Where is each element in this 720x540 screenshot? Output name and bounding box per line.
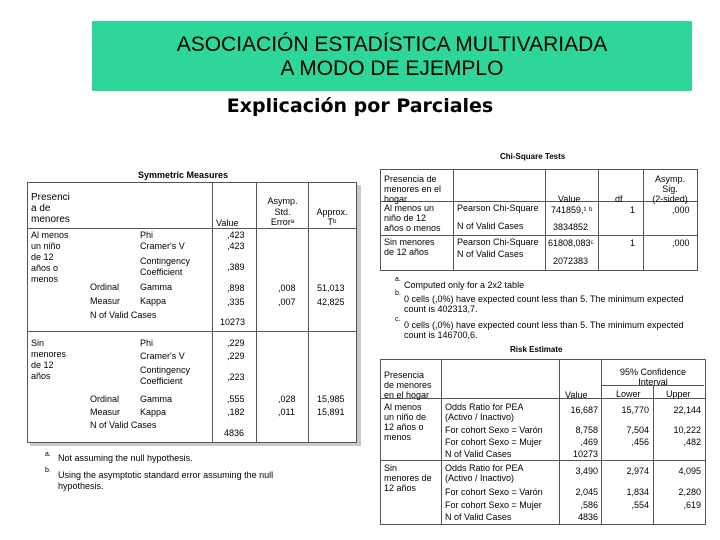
slide-subtitle: Explicación por Parciales [226,95,494,117]
row-label-contingency: Contingency [140,365,191,375]
group-label-line: Sin menores [384,237,435,247]
group-label-line: de 12 [31,252,54,262]
cell-value: ,898 [227,283,245,293]
group-label-line: 12 años [384,483,417,493]
group-label-line: Al menos un [384,203,435,213]
group-label-line: 12 años o [384,422,424,432]
row-label-phi: Phi [140,338,154,348]
col-divider [212,182,213,442]
group-label-line: menos [384,432,412,442]
row-label-measur: Measur [90,407,121,417]
row-divider [380,460,705,461]
chi-square-title: Chi-Square Tests [500,152,566,161]
header-sig: (2-sided) [652,194,688,204]
row-label-n-valid: N of Valid Cases [457,249,524,259]
row-label-odds: (Activo / Inactivo) [445,473,515,483]
row-label-kappa: Kappa [140,296,167,306]
group-label-line: menos [31,274,59,284]
col-divider [545,169,546,270]
footnote-text: 0 cells (,0%) have expected count less than 5. The minimum expected [404,294,684,304]
cell-value: 8,758 [575,425,598,435]
cell-value: 1,834 [626,487,649,497]
cell-value: ,011 [278,407,295,417]
row-label-pearson: Pearson Chi-Square [457,203,539,213]
footnote-text: count is 146700,6. [404,330,478,340]
risk-estimate-title: Risk Estimate [510,345,563,354]
cell-value: ,389 [227,262,245,272]
group-label-line: Sin [384,463,398,473]
footnote-text: 0 cells (,0%) have expected count less than 5. The minimum expected [404,320,684,330]
row-label-measur: Measur [90,296,121,306]
header-group-line: hogar [384,194,408,204]
cell-value: ,555 [227,394,245,404]
cell-value: 2,045 [575,487,598,497]
header-group-line: Presencia de [384,174,437,184]
cell-value: 10273 [220,317,246,327]
header-value: Value [565,390,588,400]
header-value: Value [216,218,239,228]
cell-value: ,423 [227,241,245,251]
symmetric-measures-title: Symmetric Measures [138,170,229,180]
cell-value: ,182 [227,407,245,417]
cell-value: ,456 [631,437,649,447]
group-label-line: un niño de [384,412,427,422]
header-approx-t: Tᵇ [327,217,337,227]
header-value: Value [558,194,581,204]
row-label-cramer: Cramer's V [140,351,185,361]
cell-value: 22,144 [673,405,701,415]
footnote-marker: a. [45,451,51,458]
group-label-line: años o [31,263,59,273]
row-divider [27,331,356,332]
row-label-n-valid: N of Valid Cases [457,221,524,231]
row-label-odds: Odds Ratio for PEA [445,402,524,412]
row-label-mujer: For cohort Sexo = Mujer [445,500,542,510]
footnote-text: Not assuming the null hypothesis. [58,453,193,463]
row-divider [380,235,697,236]
cell-value: ,335 [227,297,245,307]
cell-value: 741859,¹ ᵇ [551,205,593,215]
row-label-varon: For cohort Sexo = Varón [445,487,543,497]
row-label-varon: For cohort Sexo = Varón [445,425,543,435]
header-group-line: Presenci [31,192,70,203]
row-label-contingency: Coefficient [140,376,183,386]
header-ci: 95% Confidence [619,367,687,377]
cell-value: ,469 [580,437,598,447]
group-label-line: niño de 12 [384,213,427,223]
cell-value: 3,490 [575,466,598,476]
cell-value: ,554 [631,500,649,510]
row-label-odds: Odds Ratio for PEA [445,463,524,473]
cell-value: 7,504 [626,425,649,435]
cell-value: 42,825 [317,297,345,307]
header-lower: Lower [616,389,641,399]
group-label-line: de 12 años [384,247,429,257]
header-asymp-se: Std. [274,207,291,217]
header-group-line: menores en el [384,184,442,194]
row-label-phi: Phi [140,230,154,240]
row-label-ordinal: Ordinal [90,282,120,292]
header-group-line: Presencia [384,370,425,380]
header-df: df [615,194,623,204]
cell-value: ,000 [672,205,690,215]
row-label-n-valid: N of Valid Cases [90,310,157,320]
cell-value: 51,013 [317,283,345,293]
banner-title-line2: A MODO DE EJEMPLO [280,57,504,80]
row-label-gamma: Gamma [140,394,173,404]
row-label-contingency: Contingency [140,256,191,266]
group-label-line: Al menos [31,230,69,240]
cell-value: 1 [630,238,636,248]
header-asymp-se: Asymp. [267,196,298,206]
cell-value: 15,770 [621,405,649,415]
header-approx-t: Approx. [316,207,348,217]
group-label-line: Sin [31,338,45,348]
cell-value: ,007 [278,297,296,307]
header-group-line: menores [31,214,70,225]
header-group-line: de menores [384,380,432,390]
cell-value: ,423 [227,230,245,240]
group-label-line: años [31,371,51,381]
row-label-n-valid: N of Valid Cases [445,512,512,522]
footnote-marker: a. [395,276,401,283]
header-sig: Asymp. [654,174,685,184]
header-upper: Upper [666,389,691,399]
group-label-line: un niño [31,241,61,251]
cell-value: 15,985 [317,394,345,404]
row-label-kappa: Kappa [140,407,167,417]
cell-value: 10,222 [673,425,701,435]
row-label-contingency: Coefficient [140,267,183,277]
cell-value: 2072383 [553,256,589,266]
row-label-pearson: Pearson Chi-Square [457,237,539,247]
cell-value: 2,974 [626,466,649,476]
footnote-marker: b. [45,467,51,474]
cell-value: 1 [630,205,636,215]
col-divider [441,359,442,524]
header-group-line: en el hogar [384,390,430,400]
cell-value: 61808,083ᶜ [548,238,594,248]
cell-value: ,008 [278,283,296,293]
col-divider [598,169,599,270]
header-sig: Sig. [662,184,678,194]
cell-value: 16,687 [570,405,598,415]
header-ci: Interval [638,377,668,387]
cell-value: ,229 [227,338,245,348]
cell-value: 4836 [577,512,598,522]
group-label-line: años o menos [384,223,441,233]
cell-value: ,028 [278,394,296,404]
row-label-cramer: Cramer's V [140,241,185,251]
footnote-marker: c. [395,316,401,323]
cell-value: 3834852 [553,222,589,232]
group-label-line: de 12 [31,360,54,370]
cell-value: 4,095 [678,466,701,476]
row-label-odds: (Activo / Inactivo) [445,412,515,422]
row-label-mujer: For cohort Sexo = Mujer [445,437,542,447]
row-label-n-valid: N of Valid Cases [90,420,157,430]
cell-value: ,482 [683,437,701,447]
row-label-gamma: Gamma [140,282,173,292]
header-group-line: a de [31,203,51,214]
cell-value: 15,891 [317,407,345,417]
footnote-text: Computed only for a 2x2 table [404,280,525,290]
cell-value: ,000 [672,238,690,248]
cell-value: 10273 [572,449,598,459]
cell-value: 4836 [224,428,245,438]
row-divider [27,228,356,229]
cell-value: ,223 [227,372,245,382]
group-label-line: menores [31,349,67,359]
footnote-text: Using the asymptotic standard error assuming the null [58,470,274,480]
col-divider [453,169,454,270]
footnote-text: count is 402313,7. [404,304,478,314]
footnote-text: hypothesis. [58,481,104,491]
header-asymp-se: Errorᵃ [270,217,295,227]
cell-value: ,619 [683,500,701,510]
cell-value: ,586 [580,500,598,510]
footnote-marker: b. [395,290,401,297]
row-label-n-valid: N of Valid Cases [445,449,512,459]
group-label-line: menores de [384,473,432,483]
banner-title-line1: ASOCIACIÓN ESTADÍSTICA MULTIVARIADA [176,33,608,56]
cell-value: ,229 [227,351,245,361]
group-label-line: Al menos [384,402,422,412]
cell-value: 2,280 [678,487,701,497]
row-label-ordinal: Ordinal [90,394,120,404]
table-shadow [357,185,361,445]
title-banner [92,21,692,91]
